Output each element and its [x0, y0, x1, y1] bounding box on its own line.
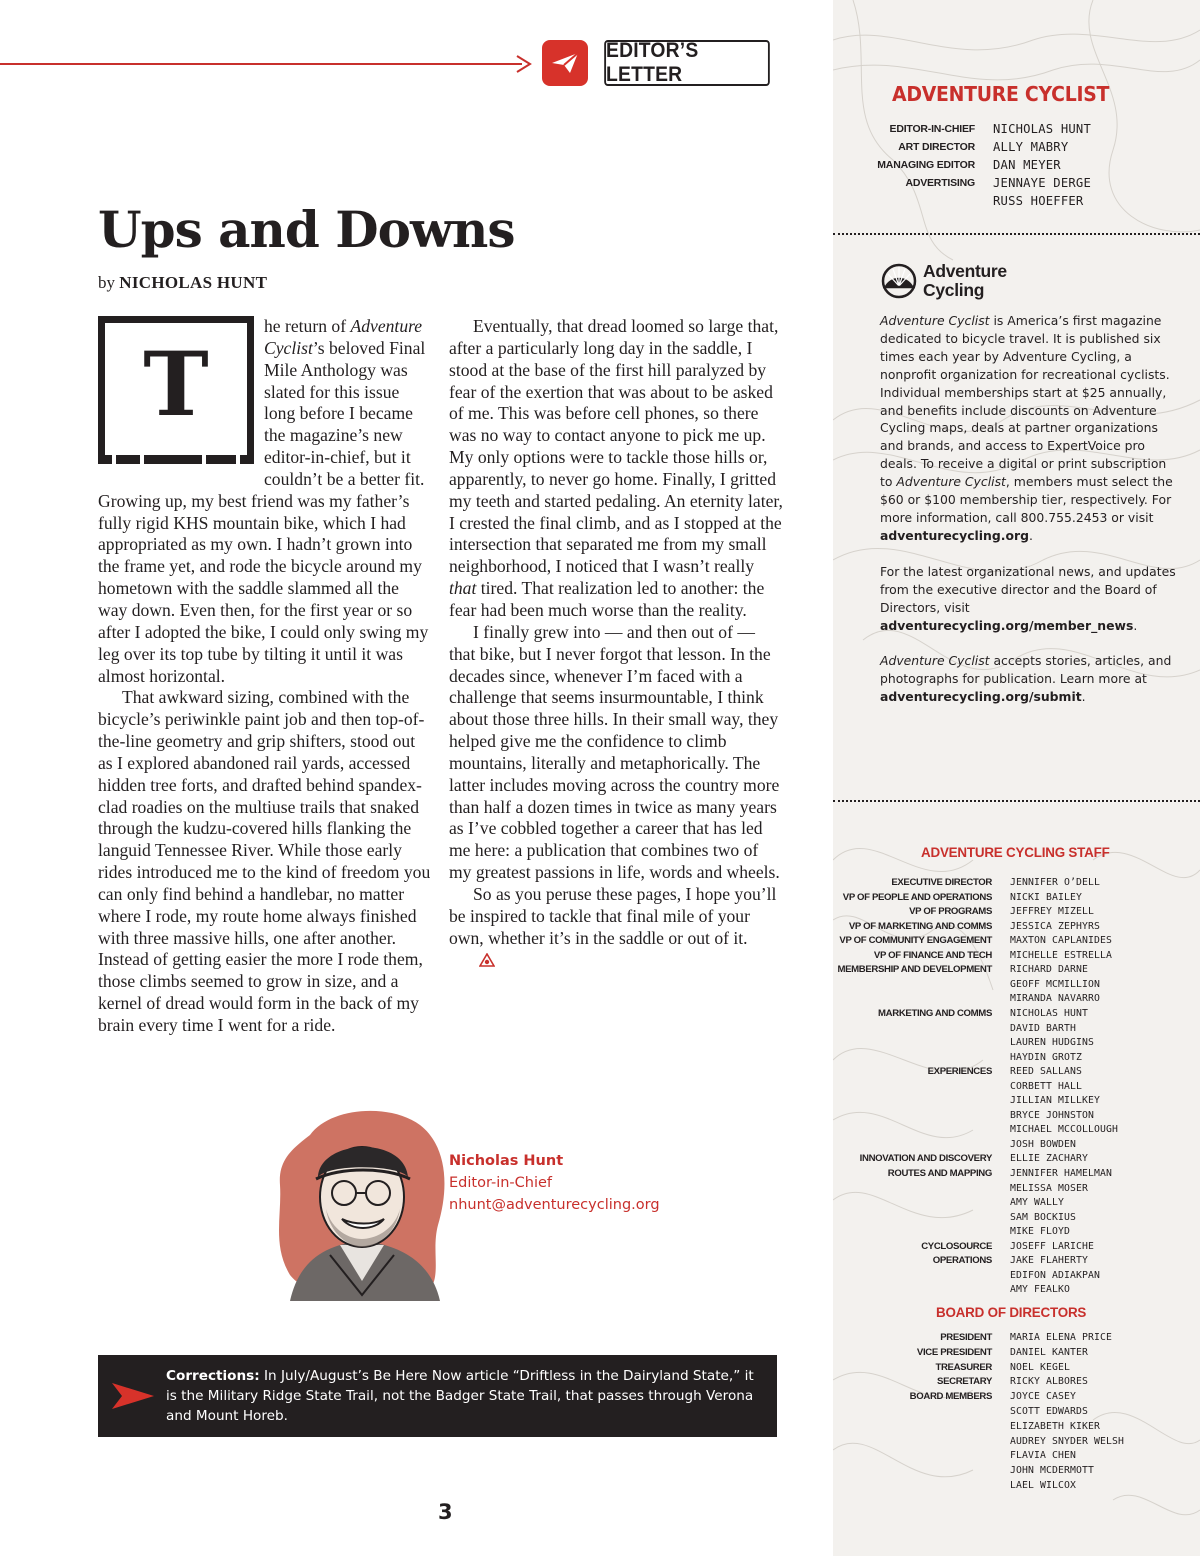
staff-row-name: DAVID BARTH	[1010, 1022, 1076, 1034]
paragraph-1: he return of Adventure Cyclist’s beloved Final Mile Anthology was slated for this issue long before I became the magazine’s new editor-in-chief, but it couldn’t be a better fit. Growing up, my best friend was my father’s fully rigid KHS mountain bike, which I had appropriated as my own. I hadn’t grown into the frame yet, and rode the bicycle around my hometown with the saddle slammed all the way down. Even then, for the first year or so after I adopted the bike, I could only swing my leg over its top tube by tilting it until it was almost horizontal.	[98, 316, 429, 686]
staff-row	[833, 934, 1200, 949]
staff-row	[833, 949, 1200, 964]
masthead-row-name: DAN MEYER	[993, 158, 1061, 172]
staff-row-name: GEOFF MCMILLION	[1010, 978, 1100, 990]
board-heading: BOARD OF DIRECTORS	[936, 1305, 1087, 1320]
staff-row	[833, 1051, 1200, 1066]
staff-row	[833, 905, 1200, 920]
staff-row-name: BRYCE JOHNSTON	[1010, 1109, 1094, 1121]
board-row-name: RICKY ALBORES	[1010, 1376, 1088, 1388]
staff-row-role: MEMBERSHIP AND DEVELOPMENT	[837, 964, 992, 976]
board-row-role: TREASURER	[935, 1361, 992, 1373]
staff-row	[833, 1196, 1200, 1211]
masthead-row-name: RUSS HOEFFER	[993, 194, 1084, 208]
logo-wordmark: Adventure Cycling	[923, 261, 1007, 300]
staff-row	[833, 1080, 1200, 1095]
paragraph-5: So as you peruse these pages, I hope you’ll be inspired to tackle that final mile of your own, whether it’s in the saddle or out of it.	[449, 884, 783, 972]
masthead-row	[833, 174, 1200, 192]
staff-row-name: JILLIAN MILLKEY	[1010, 1095, 1100, 1107]
signature-title: Editor-in-Chief	[449, 1175, 553, 1191]
staff-row-name: JEFFREY MIZELL	[1010, 906, 1094, 918]
adventure-cycling-end-mark-icon	[455, 951, 495, 973]
staff-row-name: MICHAEL MCCOLLOUGH	[1010, 1124, 1118, 1136]
staff-row-name: JENNIFER O’DELL	[1010, 877, 1100, 888]
about-paragraph-2: For the latest organizational news, and updates from the executive director and the Board of Directors, visit adventurecycling.org/member_news.	[880, 563, 1176, 633]
signature-block	[449, 1150, 660, 1216]
staff-row	[833, 1109, 1200, 1124]
staff-row-name: JAKE FLAHERTY	[1010, 1255, 1088, 1267]
staff-row-role: EXECUTIVE DIRECTOR	[891, 877, 992, 888]
magazine-name: Adventure Cyclist	[264, 316, 423, 358]
staff-row-name: NICKI BAILEY	[1010, 891, 1082, 903]
member-news-link[interactable]: adventurecycling.org/member_news	[880, 617, 1134, 633]
masthead-row	[833, 138, 1200, 156]
masthead-row	[833, 120, 1200, 138]
masthead-row	[833, 192, 1200, 210]
corrections-text: Corrections: In July/August’s Be Here Now article “Driftless in the Dairyland State,” it is the Military Ridge State Trail, not the Badger State Trail, that passes through Verona and Mount Horeb.	[166, 1368, 754, 1424]
staff-row	[833, 920, 1200, 935]
masthead-row-name: ALLY MABRY	[993, 140, 1069, 154]
board-row-role: VICE PRESIDENT	[916, 1346, 992, 1358]
paragraph-4: I finally grew into — and then out of — that bike, but I never forgot that lesson. In the decades since, whenever I’m faced with a challenge that seems insurmountable, I think about those three hills. In their small way, they helped give me the confidence to climb mountains, literally and metaphorically. The latter includes moving across the country more than half a dozen times in twice as many years as I’ve cobbled together a career that has led me here: a publication that combines two of my greatest passions in life, words and wheels.	[449, 621, 780, 883]
arrow-pointer-icon	[112, 1383, 154, 1413]
staff-row-role: VP OF PEOPLE AND OPERATIONS	[842, 891, 992, 903]
website-link[interactable]: adventurecycling.org	[880, 527, 1029, 543]
staff-row-name: JOSH BOWDEN	[1010, 1138, 1076, 1150]
about-paragraph-3: Adventure Cyclist accepts stories, articles, and photographs for publication. Learn more at adventurecycling.org/submit.	[880, 653, 1172, 705]
staff-row-name: HAYDIN GROTZ	[1010, 1051, 1082, 1063]
board-row	[833, 1449, 1200, 1464]
staff-row	[833, 1211, 1200, 1226]
article-column-left	[98, 316, 432, 1037]
board-row	[833, 1405, 1200, 1420]
staff-row	[833, 876, 1200, 891]
board-row-role: SECRETARY	[937, 1376, 992, 1388]
staff-row	[833, 992, 1200, 1007]
header-rule	[0, 63, 522, 65]
drop-cap-letter: T	[143, 332, 209, 436]
staff-row-name: AMY WALLY	[1010, 1197, 1064, 1209]
staff-row-name: MIRANDA NAVARRO	[1010, 993, 1100, 1005]
board-row-name: ELIZABETH KIKER	[1010, 1420, 1100, 1432]
author-portrait	[270, 1105, 454, 1301]
divider	[833, 233, 1200, 235]
staff-row	[833, 1152, 1200, 1167]
board-row	[833, 1420, 1200, 1435]
staff-row-name: MICHELLE ESTRELLA	[1010, 949, 1112, 961]
staff-row	[833, 891, 1200, 906]
staff-row-role: VP OF MARKETING AND COMMS	[848, 920, 992, 932]
staff-row-role: INNOVATION AND DISCOVERY	[859, 1153, 992, 1165]
masthead-row-role: EDITOR-IN-CHIEF	[889, 123, 975, 135]
staff-row-name: MIKE FLOYD	[1010, 1226, 1070, 1238]
submit-link[interactable]: adventurecycling.org/submit	[880, 689, 1082, 705]
adventure-cycling-logo	[880, 262, 1020, 302]
staff-row	[833, 1138, 1200, 1153]
masthead-row-name: JENNAYE DERGE	[993, 176, 1091, 190]
about-paragraph-1: Adventure Cyclist is America’s first magazine dedicated to bicycle travel. It is published six times each year by Adventure Cycling, a nonprofit organization for recreational cyclists. Individual memberships start at $25 annually, and benefits include discounts on Adventure Cycling maps, deals at partner organizations and brands, and access to ExpertVoice pro deals. To receive a digital or print subscription to Adventure Cyclist, members must select the $60 or $100 membership tier, respectively. For more information, call 800.755.2453 or visit adventurecycling.org.	[880, 313, 1173, 543]
staff-row	[833, 1240, 1200, 1255]
masthead-row-role: MANAGING EDITOR	[877, 159, 975, 171]
staff-row	[833, 1123, 1200, 1138]
board-row-name: SCOTT EDWARDS	[1010, 1406, 1088, 1417]
staff-row-role: MARKETING AND COMMS	[878, 1007, 992, 1019]
board-row-name: MARIA ELENA PRICE	[1010, 1332, 1112, 1343]
staff-row-name: CORBETT HALL	[1010, 1080, 1082, 1092]
drop-cap	[98, 316, 254, 468]
article-title: Ups and Downs	[98, 200, 515, 259]
staff-row-name: JESSICA ZEPHYRS	[1010, 920, 1100, 932]
staff-row-role: VP OF PROGRAMS	[909, 906, 992, 918]
board-row-name: DANIEL KANTER	[1010, 1346, 1088, 1358]
board-row	[833, 1464, 1200, 1479]
signature-email[interactable]: nhunt@adventurecycling.org	[449, 1197, 660, 1213]
board-row	[833, 1331, 1200, 1346]
emphasis: that	[449, 578, 477, 599]
staff-row	[833, 1094, 1200, 1109]
staff-row-role: ROUTES AND MAPPING	[887, 1168, 992, 1179]
board-row-name: JOYCE CASEY	[1010, 1391, 1076, 1403]
staff-row	[833, 963, 1200, 978]
staff-row-name: ELLIE ZACHARY	[1010, 1153, 1088, 1165]
board-row	[833, 1479, 1200, 1494]
board-row-role: BOARD MEMBERS	[909, 1391, 992, 1403]
staff-row	[833, 1036, 1200, 1051]
corrections-box	[98, 1355, 777, 1437]
masthead-row-role: ADVERTISING	[905, 177, 975, 189]
staff-row-name: EDIFON ADIAKPAN	[1010, 1269, 1100, 1281]
page-number: 3	[438, 1500, 453, 1524]
board-row-name: NOEL KEGEL	[1010, 1361, 1070, 1373]
staff-row-name: MELISSA MOSER	[1010, 1182, 1088, 1194]
staff-row-name: REED SALLANS	[1010, 1066, 1082, 1078]
staff-row	[833, 1283, 1200, 1298]
staff-row-name: LAUREN HUDGINS	[1010, 1037, 1094, 1049]
staff-row-name: JOSEFF LARICHE	[1010, 1240, 1094, 1252]
staff-row	[833, 1254, 1200, 1269]
masthead-row	[833, 156, 1200, 174]
sunburst-logo-icon	[880, 262, 918, 300]
drop-cap-base	[98, 455, 254, 464]
staff-row	[833, 978, 1200, 993]
staff-row	[833, 1022, 1200, 1037]
paper-plane-icon	[542, 40, 588, 86]
staff-row-name: SAM BOCKIUS	[1010, 1211, 1076, 1223]
staff-row-name: MAXTON CAPLANIDES	[1010, 935, 1112, 947]
staff-row-role: EXPERIENCES	[927, 1066, 992, 1078]
staff-row-name: RICHARD DARNE	[1010, 964, 1088, 976]
staff-row-role: VP OF COMMUNITY ENGAGEMENT	[839, 935, 992, 947]
article-column-right	[449, 316, 783, 972]
staff-row	[833, 1269, 1200, 1284]
byline-author: NICHOLAS HUNT	[119, 273, 268, 292]
board-row-role: PRESIDENT	[940, 1332, 992, 1343]
masthead-row-name: NICHOLAS HUNT	[993, 122, 1091, 136]
staff-row-name: NICHOLAS HUNT	[1010, 1007, 1088, 1019]
staff-heading: ADVENTURE CYCLING STAFF	[921, 845, 1110, 860]
staff-row-role: CYCLOSOURCE	[921, 1240, 992, 1252]
staff-row	[833, 1167, 1200, 1182]
staff-row	[833, 1065, 1200, 1080]
board-row-name: FLAVIA CHEN	[1010, 1450, 1076, 1462]
staff-row	[833, 1182, 1200, 1197]
staff-row	[833, 1225, 1200, 1240]
masthead-sidebar	[833, 0, 1200, 1556]
paragraph-3: Eventually, that dread loomed so large that, after a particularly long day in the saddle, I stood at the base of the first hill paralyzed by fear of the exertion that was about to be asked of me. This was before cell phones, so there was no way to contact anyone to pick me up. My only options were to tackle those hills or, apparently, to never go home. Finally, I gritted my teeth and started pedaling. An eternity later, I crested the final climb, and as I stopped at the intersection that separated me from my small neighborhood, I noticed that I wasn’t really that tired. That realization led to another: the fear had been much worse than the reality.	[449, 316, 783, 620]
board-row-name: AUDREY SNYDER WELSH	[1010, 1435, 1124, 1447]
paragraph-2: That awkward sizing, combined with the bicycle’s periwinkle paint job and then top-of-the-line geometry and grip shifters, stood out as I explored abandoned rail yards, accessed hidden tree forts, and drafted behind spandex-clad roadies on the multiuse trails that snaked through the kudzu-covered hills flanking the languid Tennessee River. While those early rides introduced me to the kind of freedom you can only find behind a handlebar, no matter where I rode, my route home always finished with three massive hills, one after another. Instead of getting easier the more I rode them, those climbs seemed to grow in size, and a kernel of dread would form in the back of my brain every time I went for a ride.	[98, 687, 431, 1035]
signature-name: Nicholas Hunt	[449, 1153, 564, 1169]
board-row	[833, 1346, 1200, 1361]
board-row-name: JOHN MCDERMOTT	[1010, 1465, 1094, 1477]
staff-row-name: AMY FEALKO	[1010, 1284, 1070, 1296]
corrections-label: Corrections:	[166, 1368, 260, 1384]
board-row	[833, 1390, 1200, 1405]
divider	[833, 800, 1200, 802]
about-text	[880, 312, 1180, 724]
board-row-name: LAEL WILCOX	[1010, 1480, 1076, 1491]
section-label: EDITOR’S LETTER	[604, 40, 770, 86]
byline-prefix: by	[98, 273, 115, 292]
magazine-title: ADVENTURE CYCLIST	[892, 82, 1110, 106]
staff-row-role: OPERATIONS	[932, 1255, 992, 1267]
masthead-row-role: ART DIRECTOR	[898, 141, 975, 153]
staff-row-role: VP OF FINANCE AND TECH	[873, 949, 992, 961]
board-row	[833, 1435, 1200, 1450]
board-row	[833, 1375, 1200, 1390]
byline	[98, 273, 267, 293]
staff-row	[833, 1007, 1200, 1022]
board-row	[833, 1361, 1200, 1376]
staff-row-name: JENNIFER HAMELMAN	[1010, 1168, 1112, 1179]
